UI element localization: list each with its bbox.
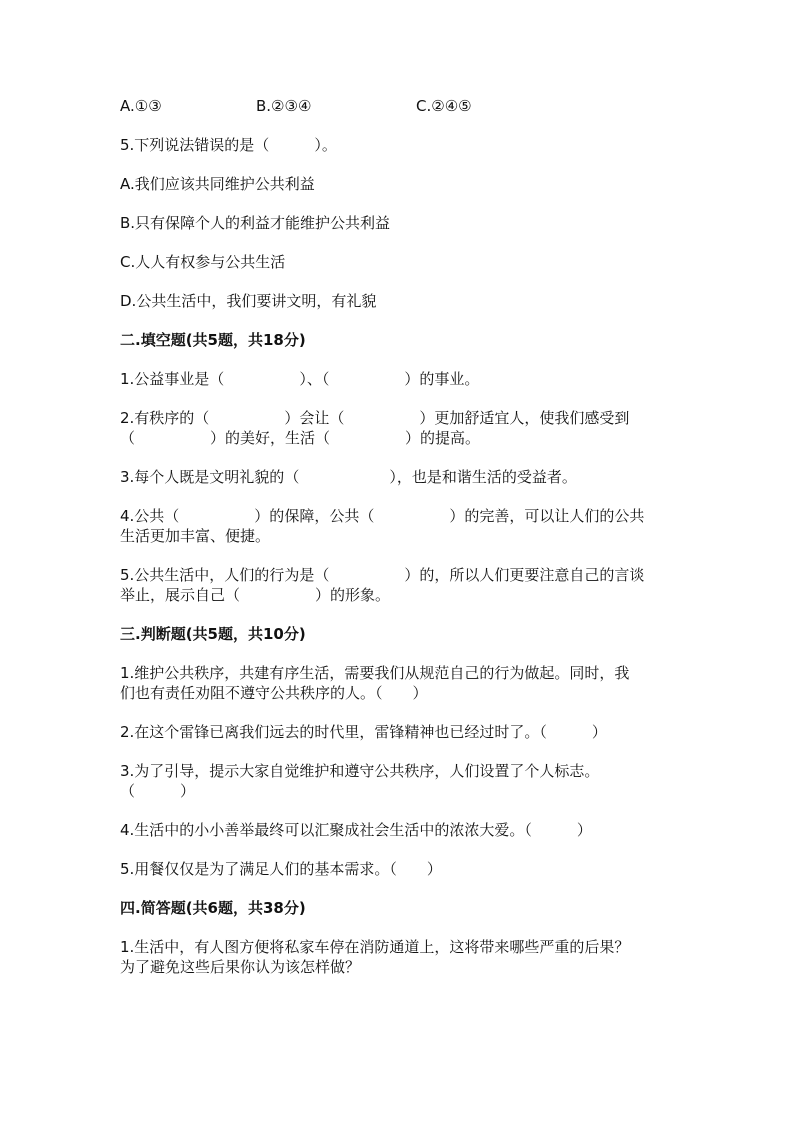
fill-blank-q3-line: 3.每个人既是文明礼貌的（ ），也是和谐生活的受益者。 — [120, 468, 577, 486]
question-5-stem: 5.下列说法错误的是（ ）。 — [120, 136, 337, 154]
fill-blank-q4-line-1: 4.公共（ ）的保障，公共（ ）的完善，可以让人们的公共 — [120, 507, 645, 525]
judgement-q1-line-2: 们也有责任劝阻不遵守公共秩序的人。（ ） — [120, 684, 428, 702]
option-a: A.①③ — [120, 97, 162, 115]
question-5-option-a: A.我们应该共同维护公共利益 — [120, 175, 315, 193]
judgement-q4-line: 4.生活中的小小善举最终可以汇聚成社会生活中的浓浓大爱。（ ） — [120, 821, 592, 839]
judgement-q5 — [120, 859, 680, 879]
fill-blank-q1-line: 1.公益事业是（ ）、（ ）的事业。 — [120, 370, 480, 388]
judgement-q3-line-1: 3.为了引导，提示大家自觉维护和遵守公共秩序，人们设置了个人标志。 — [120, 762, 600, 780]
fill-blank-q5-line-2: 举止，展示自己（ ）的形象。 — [120, 586, 391, 604]
fill-blank-q4 — [120, 506, 680, 546]
fill-blank-q3 — [120, 467, 680, 487]
fill-blank-q4-line-2: 生活更加丰富、便捷。 — [120, 527, 271, 545]
judgement-q1 — [120, 663, 680, 703]
option-b: B.②③④ — [256, 97, 312, 115]
judgement-q4 — [120, 820, 680, 840]
exam-page — [120, 96, 680, 977]
fill-blank-q2 — [120, 408, 680, 448]
section-short-answer-heading: 四.简答题(共6题，共38分) — [120, 899, 306, 917]
question-5-option-b: B.只有保障个人的利益才能维护公共利益 — [120, 214, 391, 232]
judgement-q2-line: 2.在这个雷锋已离我们远去的时代里，雷锋精神也已经过时了。（ ） — [120, 723, 607, 741]
section-judgement-heading: 三.判断题(共5题，共10分) — [120, 625, 306, 643]
fill-blank-q1 — [120, 369, 680, 389]
judgement-q3-line-2: （ ） — [120, 782, 196, 800]
short-answer-q1-line-1: 1.生活中，有人图方便将私家车停在消防通道上，这将带来哪些严重的后果？ — [120, 938, 630, 956]
fill-blank-q2-line-2: （ ）的美好，生活（ ）的提高。 — [120, 429, 481, 447]
q4-options-row — [120, 96, 680, 116]
question-5-option-c: C.人人有权参与公共生活 — [120, 253, 286, 271]
fill-blank-q5-line-1: 5.公共生活中，人们的行为是（ ）的，所以人们更要注意自己的言谈 — [120, 566, 645, 584]
question-5-option-d: D.公共生活中，我们要讲文明，有礼貌 — [120, 292, 377, 310]
option-c: C.②④⑤ — [416, 97, 472, 115]
judgement-q3 — [120, 761, 680, 801]
short-answer-q1-line-2: 为了避免这些后果你认为该怎样做？ — [120, 958, 361, 976]
judgement-q1-line-1: 1.维护公共秩序，共建有序生活，需要我们从规范自己的行为做起。同时，我 — [120, 664, 630, 682]
judgement-q5-line: 5.用餐仅仅是为了满足人们的基本需求。（ ） — [120, 860, 442, 878]
short-answer-q1 — [120, 937, 680, 977]
fill-blank-q2-line-1: 2.有秩序的（ ）会让（ ）更加舒适宜人，使我们感受到 — [120, 409, 630, 427]
section-fill-blank-heading: 二.填空题(共5题，共18分) — [120, 331, 306, 349]
fill-blank-q5 — [120, 565, 680, 605]
judgement-q2 — [120, 722, 680, 742]
